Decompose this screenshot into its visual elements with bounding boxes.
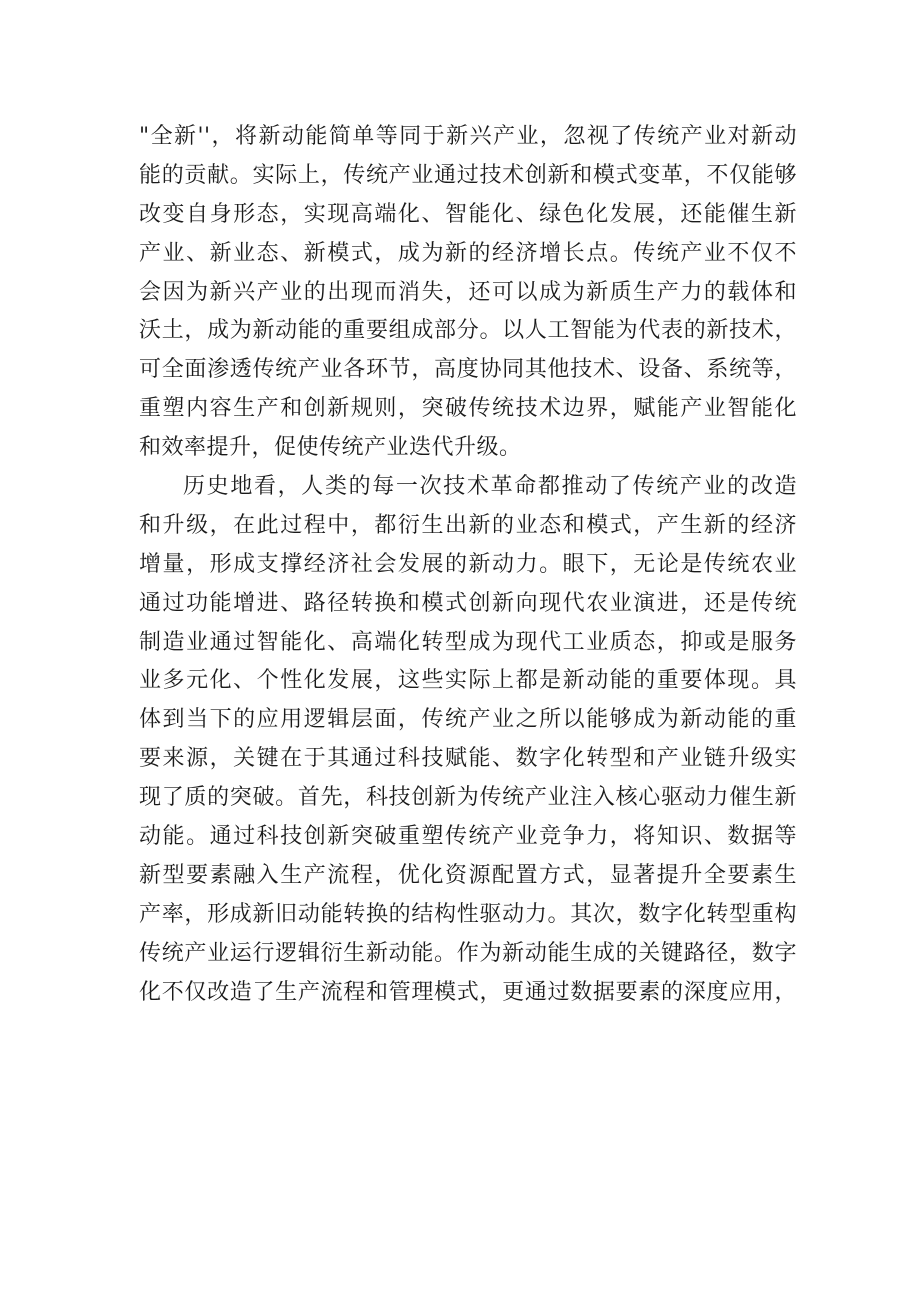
text-line: 传统产业运行逻辑衍生新动能。作为新动能生成的关键路径，数字 [139,940,797,966]
text-line: 历史地看，人类的每一次技术革命都推动了传统产业的改造 [183,474,797,500]
text-line: 改变自身形态，实现高端化、智能化、绿色化发展，还能催生新 [139,201,797,227]
text-line: 可全面渗透传统产业各环节，高度协同其他技术、设备、系统等， [139,357,797,383]
text-line: 体到当下的应用逻辑层面，传统产业之所以能够成为新动能的重 [139,707,797,733]
text-line: 和效率提升，促使传统产业迭代升级。 [139,435,522,461]
text-line: 通过功能增进、路径转换和模式创新向现代农业演进，还是传统 [139,590,797,616]
text-line: 能的贡献。实际上，传统产业通过技术创新和模式变革，不仅能够 [139,162,797,188]
text-line: 增量，形成支撑经济社会发展的新动力。眼下，无论是传统农业 [139,551,797,577]
text-line: 动能。通过科技创新突破重塑传统产业竞争力，将知识、数据等 [139,824,797,850]
text-line: 新型要素融入生产流程，优化资源配置方式，显著提升全要素生 [139,862,797,888]
text-line: "全新''，将新动能简单等同于新兴产业，忽视了传统产业对新动 [139,124,797,149]
body-text [139,118,797,1012]
text-line: 制造业通过智能化、高端化转型成为现代工业质态，抑或是服务 [139,629,797,655]
text-line: 沃土，成为新动能的重要组成部分。以人工智能为代表的新技术， [139,318,797,344]
text-line: 产业、新业态、新模式，成为新的经济增长点。传统产业不仅不 [139,240,797,266]
text-line: 化不仅改造了生产流程和管理模式，更通过数据要素的深度应用， [139,979,797,1005]
text-line: 产率，形成新旧动能转换的结构性驱动力。其次，数字化转型重构 [139,901,797,927]
text-line: 会因为新兴产业的出现而消失，还可以成为新质生产力的载体和 [139,279,797,305]
text-line: 现了质的突破。首先，科技创新为传统产业注入核心驱动力催生新 [139,785,797,811]
text-line: 要来源，关键在于其通过科技赋能、数字化转型和产业链升级实 [139,746,797,772]
text-line: 业多元化、个性化发展，这些实际上都是新动能的重要体现。具 [139,668,797,694]
text-line: 重塑内容生产和创新规则，突破传统技术边界，赋能产业智能化 [139,396,797,422]
text-line: 和升级，在此过程中，都衍生出新的业态和模式，产生新的经济 [139,512,797,538]
